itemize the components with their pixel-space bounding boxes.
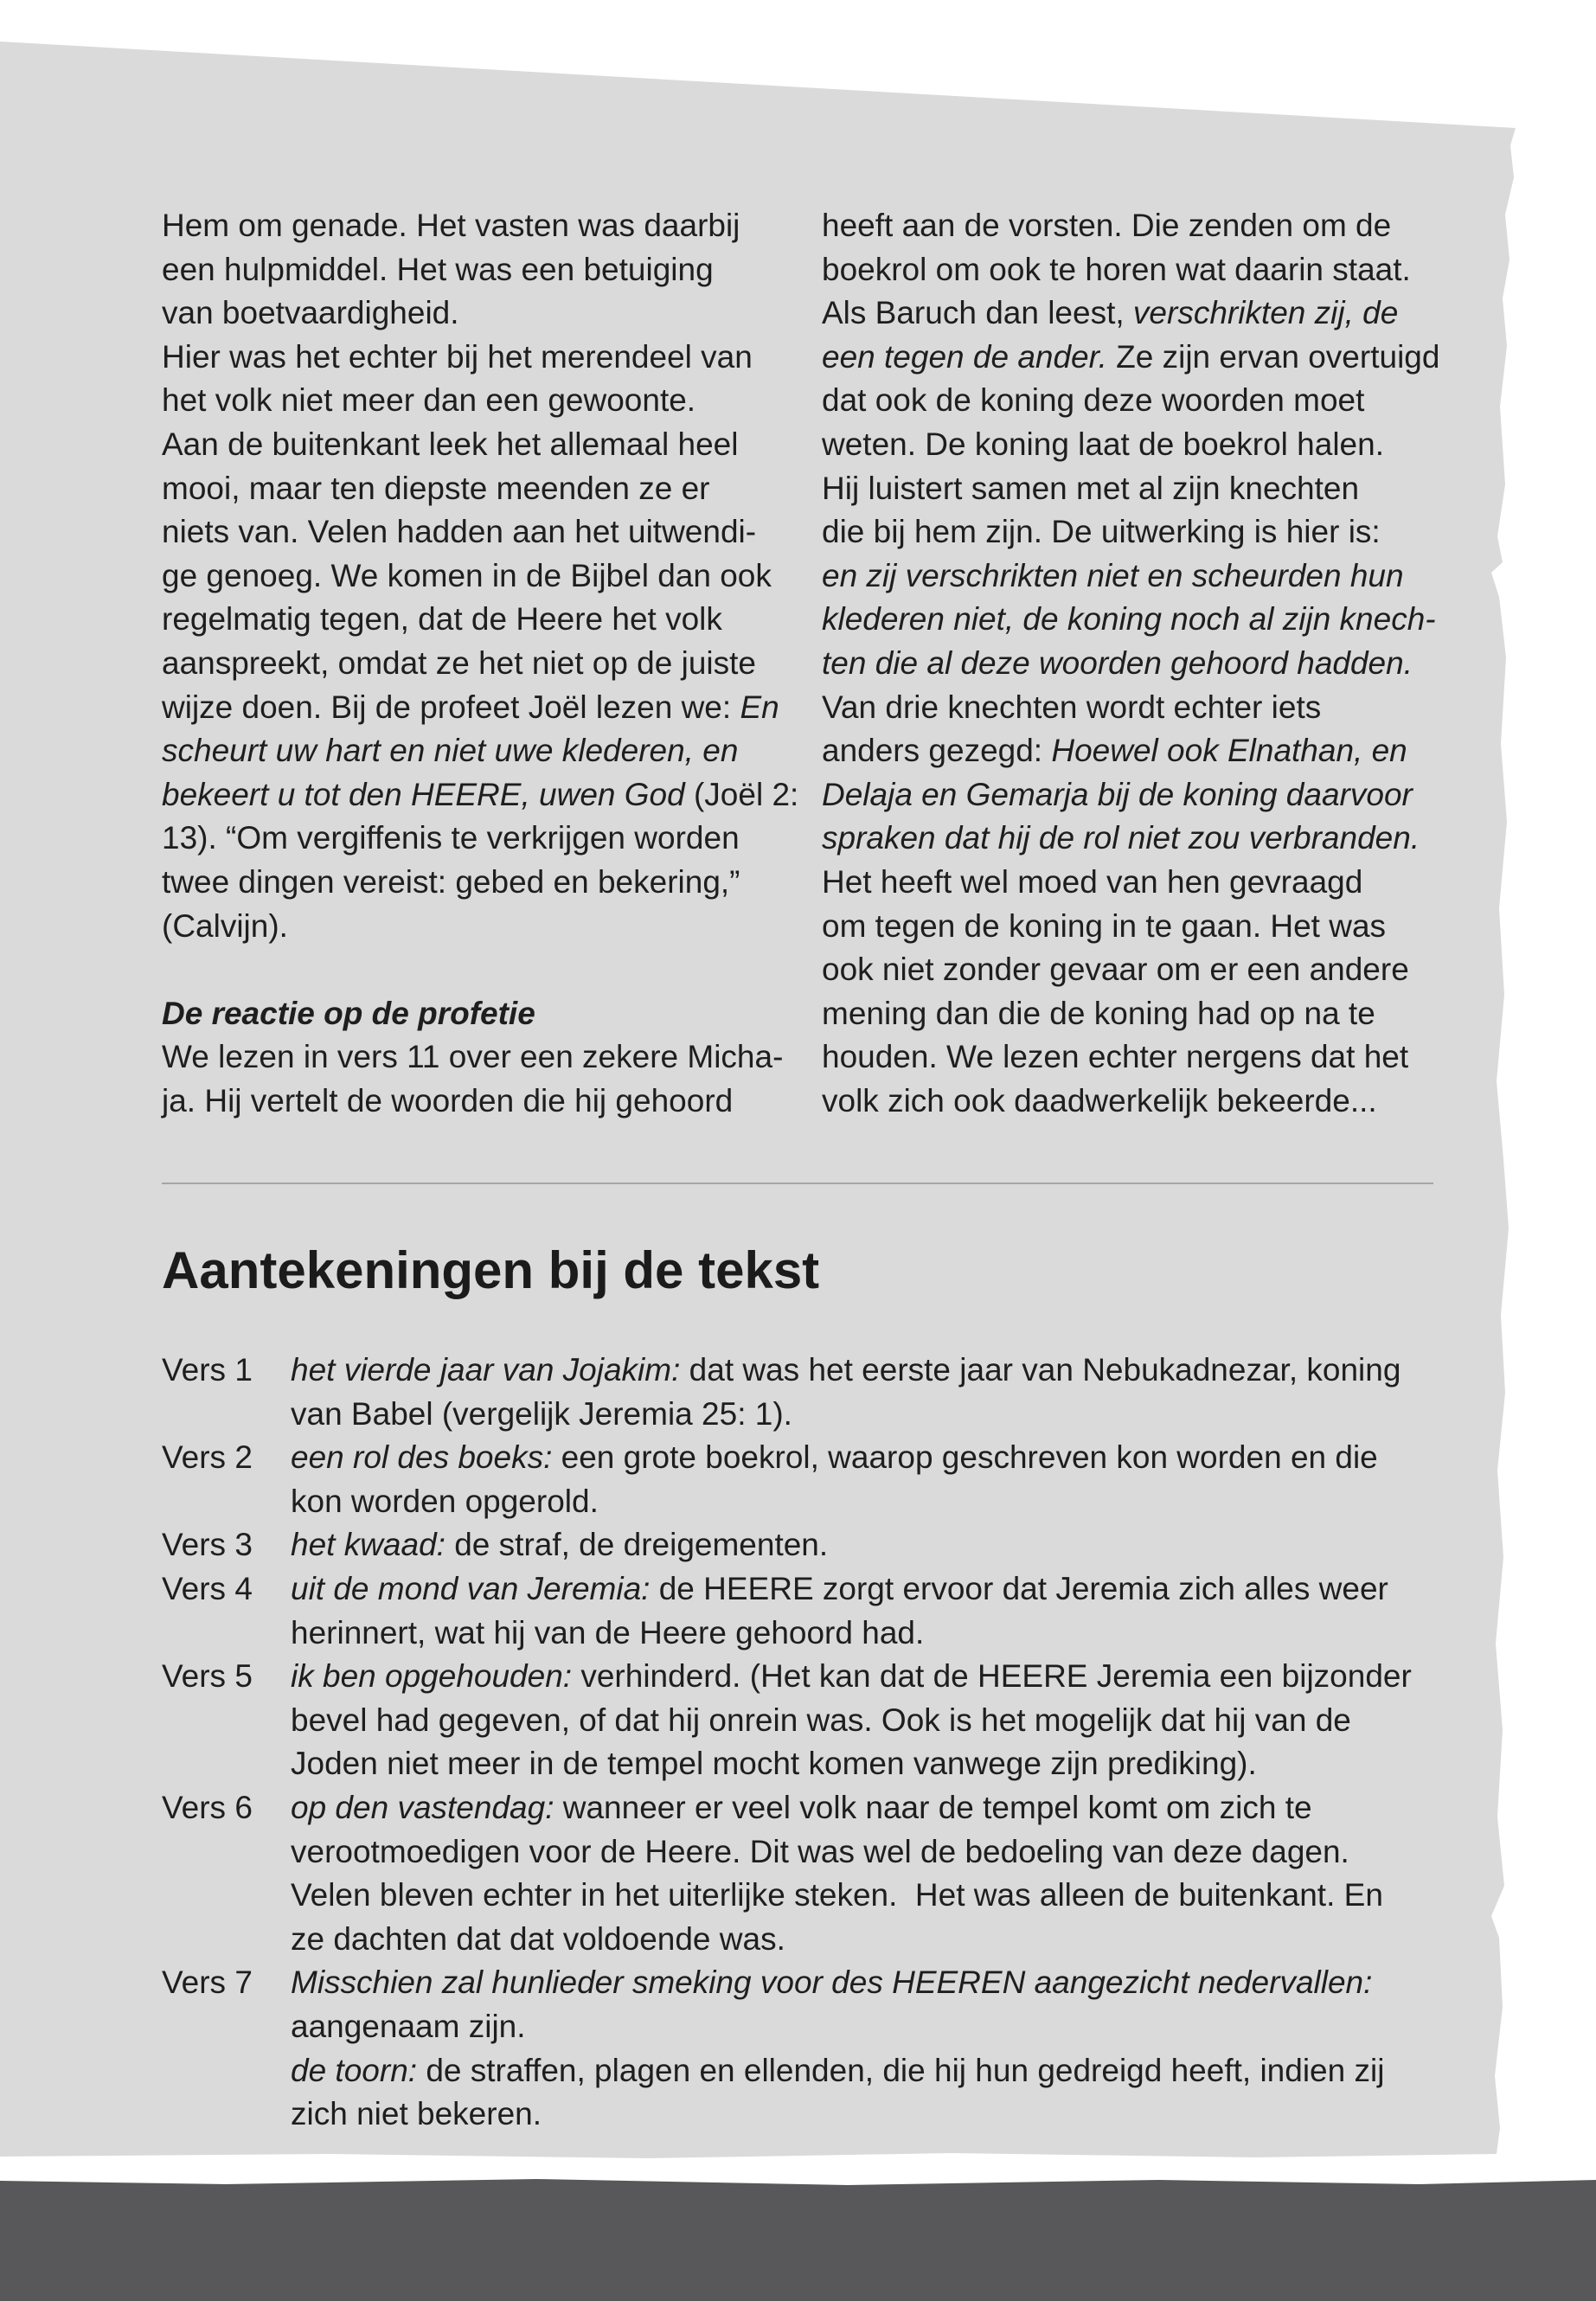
emphasized-text-run: de toorn: <box>291 2052 418 2088</box>
text-run: een grote boekrol, waarop geschreven kon worden en die <box>552 1439 1378 1476</box>
note-line <box>291 2049 1477 2093</box>
note-text <box>291 1655 1477 1786</box>
text-run: Aan de buitenkant leek het allemaal heel <box>162 426 739 462</box>
note-item <box>162 1523 1477 1567</box>
text-line <box>162 642 780 686</box>
text-line <box>822 948 1453 992</box>
text-run: verhinderd. (Het kan dat de HEERE Jeremia een bijzonder <box>572 1658 1412 1695</box>
note-line <box>291 1523 1477 1567</box>
text-line <box>162 554 780 599</box>
text-run: Velen bleven echter in het uiterlijke steken. Het was alleen de buitenkant. En <box>291 1877 1383 1913</box>
text-line <box>822 817 1453 861</box>
verse-label: Vers 1 <box>162 1352 253 1388</box>
text-run: boekrol om ook te horen wat daarin staat. <box>822 251 1411 287</box>
emphasized-text-run: En <box>740 689 779 725</box>
text-run: die bij hem zijn. De uitwerking is hier is: <box>822 514 1381 550</box>
text-line <box>822 510 1453 554</box>
text-run: zich niet bekeren. <box>291 2096 542 2132</box>
text-run: verootmoedigen voor de Heere. Dit was wel de bedoeling van deze dagen. <box>291 1833 1349 1869</box>
note-line <box>291 1349 1477 1393</box>
verse-label: Vers 6 <box>162 1789 253 1825</box>
notes-list <box>162 1349 1477 2137</box>
note-text <box>291 1523 1477 1567</box>
text-line <box>162 1080 780 1124</box>
text-line <box>822 1035 1453 1080</box>
text-run: ze dachten dat dat voldoende was. <box>291 1920 785 1957</box>
section-divider <box>162 1183 1433 1184</box>
text-run: Hij luistert samen met al zijn knechten <box>822 470 1360 506</box>
text-line <box>822 905 1453 949</box>
left-column-section-text <box>162 1035 784 1123</box>
text-run: (Joël 2: <box>684 776 799 812</box>
emphasized-text-run: een tegen de ander. <box>822 338 1107 375</box>
text-line <box>162 336 780 380</box>
note-item <box>162 1349 1477 1436</box>
text-line <box>822 336 1453 380</box>
text-line <box>162 423 780 467</box>
text-line <box>162 598 780 642</box>
text-line <box>822 248 1453 292</box>
emphasized-text-run: spraken dat hij de rol niet zou verbranden. <box>822 820 1420 856</box>
note-text <box>291 1961 1477 2136</box>
note-item <box>162 1786 1477 1961</box>
text-run: niets van. Velen hadden aan het uitwendi- <box>162 514 757 550</box>
note-text <box>291 1436 1477 1523</box>
note-item <box>162 1436 1477 1523</box>
text-run: Ze zijn ervan overtuigd <box>1106 338 1440 375</box>
verse-label: Vers 2 <box>162 1439 253 1476</box>
text-line <box>162 861 780 905</box>
text-run: kon worden opgerold. <box>291 1483 599 1519</box>
text-run: de HEERE zorgt ervoor dat Jeremia zich alles weer <box>650 1570 1388 1606</box>
text-line <box>162 729 780 773</box>
text-run: (Calvijn). <box>162 907 288 944</box>
note-text <box>291 1349 1477 1436</box>
text-run: herinnert, wat hij van de Heere gehoord had. <box>291 1614 925 1650</box>
note-line <box>291 1393 1477 1437</box>
text-run: Het heeft wel moed van hen gevraagd <box>822 863 1363 900</box>
text-run: dat ook de koning deze woorden moet <box>822 382 1365 419</box>
text-line <box>822 773 1453 817</box>
text-run: ge genoeg. We komen in de Bijbel dan ook <box>162 557 772 593</box>
text-run: dat was het eerste jaar van Nebukadnezar, koning <box>680 1352 1401 1388</box>
text-line <box>822 1080 1453 1124</box>
emphasized-text-run: verschrikten zij, de <box>1132 295 1399 331</box>
note-line <box>291 1699 1477 1743</box>
text-line <box>162 467 780 511</box>
text-run: aanspreekt, omdat ze het niet op de juiste <box>162 644 756 681</box>
text-run: ook niet zonder gevaar om er een andere <box>822 952 1409 988</box>
text-run: wanneer er veel volk naar de tempel komt om zich te <box>554 1789 1312 1825</box>
emphasized-text-run: bekeert u tot den HEERE, uwen God <box>162 776 685 812</box>
right-column <box>822 204 1453 1123</box>
note-text <box>291 1567 1477 1655</box>
emphasized-text-run: op den vastendag: <box>291 1789 554 1825</box>
text-line <box>162 248 780 292</box>
text-line <box>822 204 1453 248</box>
note-line <box>291 1786 1477 1830</box>
emphasized-text-run: Delaja en Gemarja bij de koning daarvoor <box>822 776 1413 812</box>
text-line <box>162 905 780 949</box>
text-run: een hulpmiddel. Het was een betuiging <box>162 251 714 287</box>
text-line <box>822 729 1453 773</box>
note-item <box>162 1567 1477 1655</box>
note-item <box>162 1655 1477 1786</box>
text-line <box>822 379 1453 423</box>
text-line <box>162 817 780 861</box>
text-run: regelmatig tegen, dat de Heere het volk <box>162 601 722 638</box>
text-line <box>162 773 799 817</box>
text-run: de straf, de dreigementen. <box>445 1527 829 1563</box>
emphasized-text-run: en zij verschrikten niet en scheurden hun <box>822 557 1404 593</box>
text-run: Als Baruch dan leest, <box>822 295 1133 331</box>
text-run: van boetvaardigheid. <box>162 295 459 331</box>
notes-heading: Aantekeningen bij de tekst <box>162 1241 820 1299</box>
text-line <box>822 686 1453 730</box>
text-run: weten. De koning laat de boekrol halen. <box>822 426 1384 462</box>
footer-band <box>0 2179 1596 2301</box>
text-run: anders gezegd: <box>822 733 1052 769</box>
text-line <box>162 686 780 730</box>
text-run: de straffen, plagen en ellenden, die hij hun gedreigd heeft, indien zij <box>417 2052 1385 2088</box>
text-line <box>162 1035 784 1080</box>
text-run: 13). “Om vergiffenis te verkrijgen worden <box>162 820 740 856</box>
text-line <box>162 204 780 248</box>
emphasized-text-run: Misschien zal hunlieder smeking voor des HEEREN aangezicht nedervallen: <box>291 1965 1373 2001</box>
verse-label: Vers 3 <box>162 1527 253 1563</box>
note-line <box>291 1436 1477 1480</box>
note-line <box>291 2005 1477 2049</box>
text-line <box>822 598 1453 642</box>
text-line <box>162 379 780 423</box>
text-run: We lezen in vers 11 over een zekere Micha- <box>162 1039 784 1075</box>
text-run: twee dingen vereist: gebed en bekering,” <box>162 863 740 900</box>
note-line <box>291 2093 1477 2137</box>
text-run: Hem om genade. Het vasten was daarbij <box>162 208 740 243</box>
text-line <box>822 642 1453 686</box>
note-text <box>291 1786 1477 1961</box>
text-line <box>822 423 1453 467</box>
emphasized-text-run: uit de mond van Jeremia: <box>291 1570 651 1606</box>
text-run: mening dan die de koning had op na te <box>822 995 1375 1031</box>
note-line <box>291 1742 1477 1786</box>
text-run: volk zich ook daadwerkelijk bekeerde... <box>822 1082 1377 1118</box>
text-line <box>162 510 780 554</box>
text-line <box>822 467 1453 511</box>
text-run: bevel had gegeven, of dat hij onrein was. Ook is het mogelijk dat hij van de <box>291 1702 1351 1738</box>
emphasized-text-run: ik ben opgehouden: <box>291 1658 573 1695</box>
text-line <box>822 292 1453 336</box>
text-run: wijze doen. Bij de profeet Joël lezen we: <box>162 689 740 725</box>
section-subheading: De reactie op de profetie <box>162 995 535 1031</box>
text-line <box>822 554 1453 599</box>
text-run: houden. We lezen echter nergens dat het <box>822 1039 1409 1075</box>
text-run: aangenaam zijn. <box>291 2008 526 2044</box>
text-run: van Babel (vergelijk Jeremia 25: 1). <box>291 1395 792 1432</box>
emphasized-text-run: scheurt uw hart en niet uwe klederen, en <box>162 733 739 769</box>
text-run: Van drie knechten wordt echter iets <box>822 689 1322 725</box>
note-line <box>291 1830 1477 1875</box>
note-line <box>291 1655 1477 1699</box>
text-run: Hier was het echter bij het merendeel van <box>162 338 753 375</box>
text-line <box>162 292 780 336</box>
note-item <box>162 1961 1477 2136</box>
text-run: Joden niet meer in de tempel mocht komen vanwege zijn prediking). <box>291 1746 1257 1782</box>
note-line <box>291 1874 1477 1918</box>
text-run: om tegen de koning in te gaan. Het was <box>822 907 1387 944</box>
text-run: ja. Hij vertelt de woorden die hij gehoord <box>162 1082 734 1118</box>
emphasized-text-run: ten die al deze woorden gehoord hadden. <box>822 644 1413 681</box>
verse-label: Vers 7 <box>162 1965 253 2001</box>
right-column-paragraph <box>822 204 1453 1123</box>
left-column-paragraph <box>162 204 799 948</box>
emphasized-text-run: het vierde jaar van Jojakim: <box>291 1352 681 1388</box>
text-run: mooi, maar ten diepste meenden ze er <box>162 470 710 506</box>
text-run: heeft aan de vorsten. Die zenden om de <box>822 208 1392 243</box>
verse-label: Vers 5 <box>162 1658 253 1695</box>
note-line <box>291 1612 1477 1656</box>
note-line <box>291 1961 1477 2005</box>
left-column <box>162 204 799 1123</box>
emphasized-text-run: Hoewel ook Elnathan, en <box>1051 733 1407 769</box>
text-line <box>822 861 1453 905</box>
note-line <box>291 1918 1477 1962</box>
text-run: het volk niet meer dan een gewoonte. <box>162 382 696 419</box>
emphasized-text-run: een rol des boeks: <box>291 1439 553 1476</box>
emphasized-text-run: het kwaad: <box>291 1527 445 1563</box>
emphasized-text-run: klederen niet, de koning noch al zijn knech- <box>822 601 1436 638</box>
note-line <box>291 1480 1477 1524</box>
text-line <box>822 992 1453 1036</box>
verse-label: Vers 4 <box>162 1570 253 1606</box>
note-line <box>291 1567 1477 1612</box>
